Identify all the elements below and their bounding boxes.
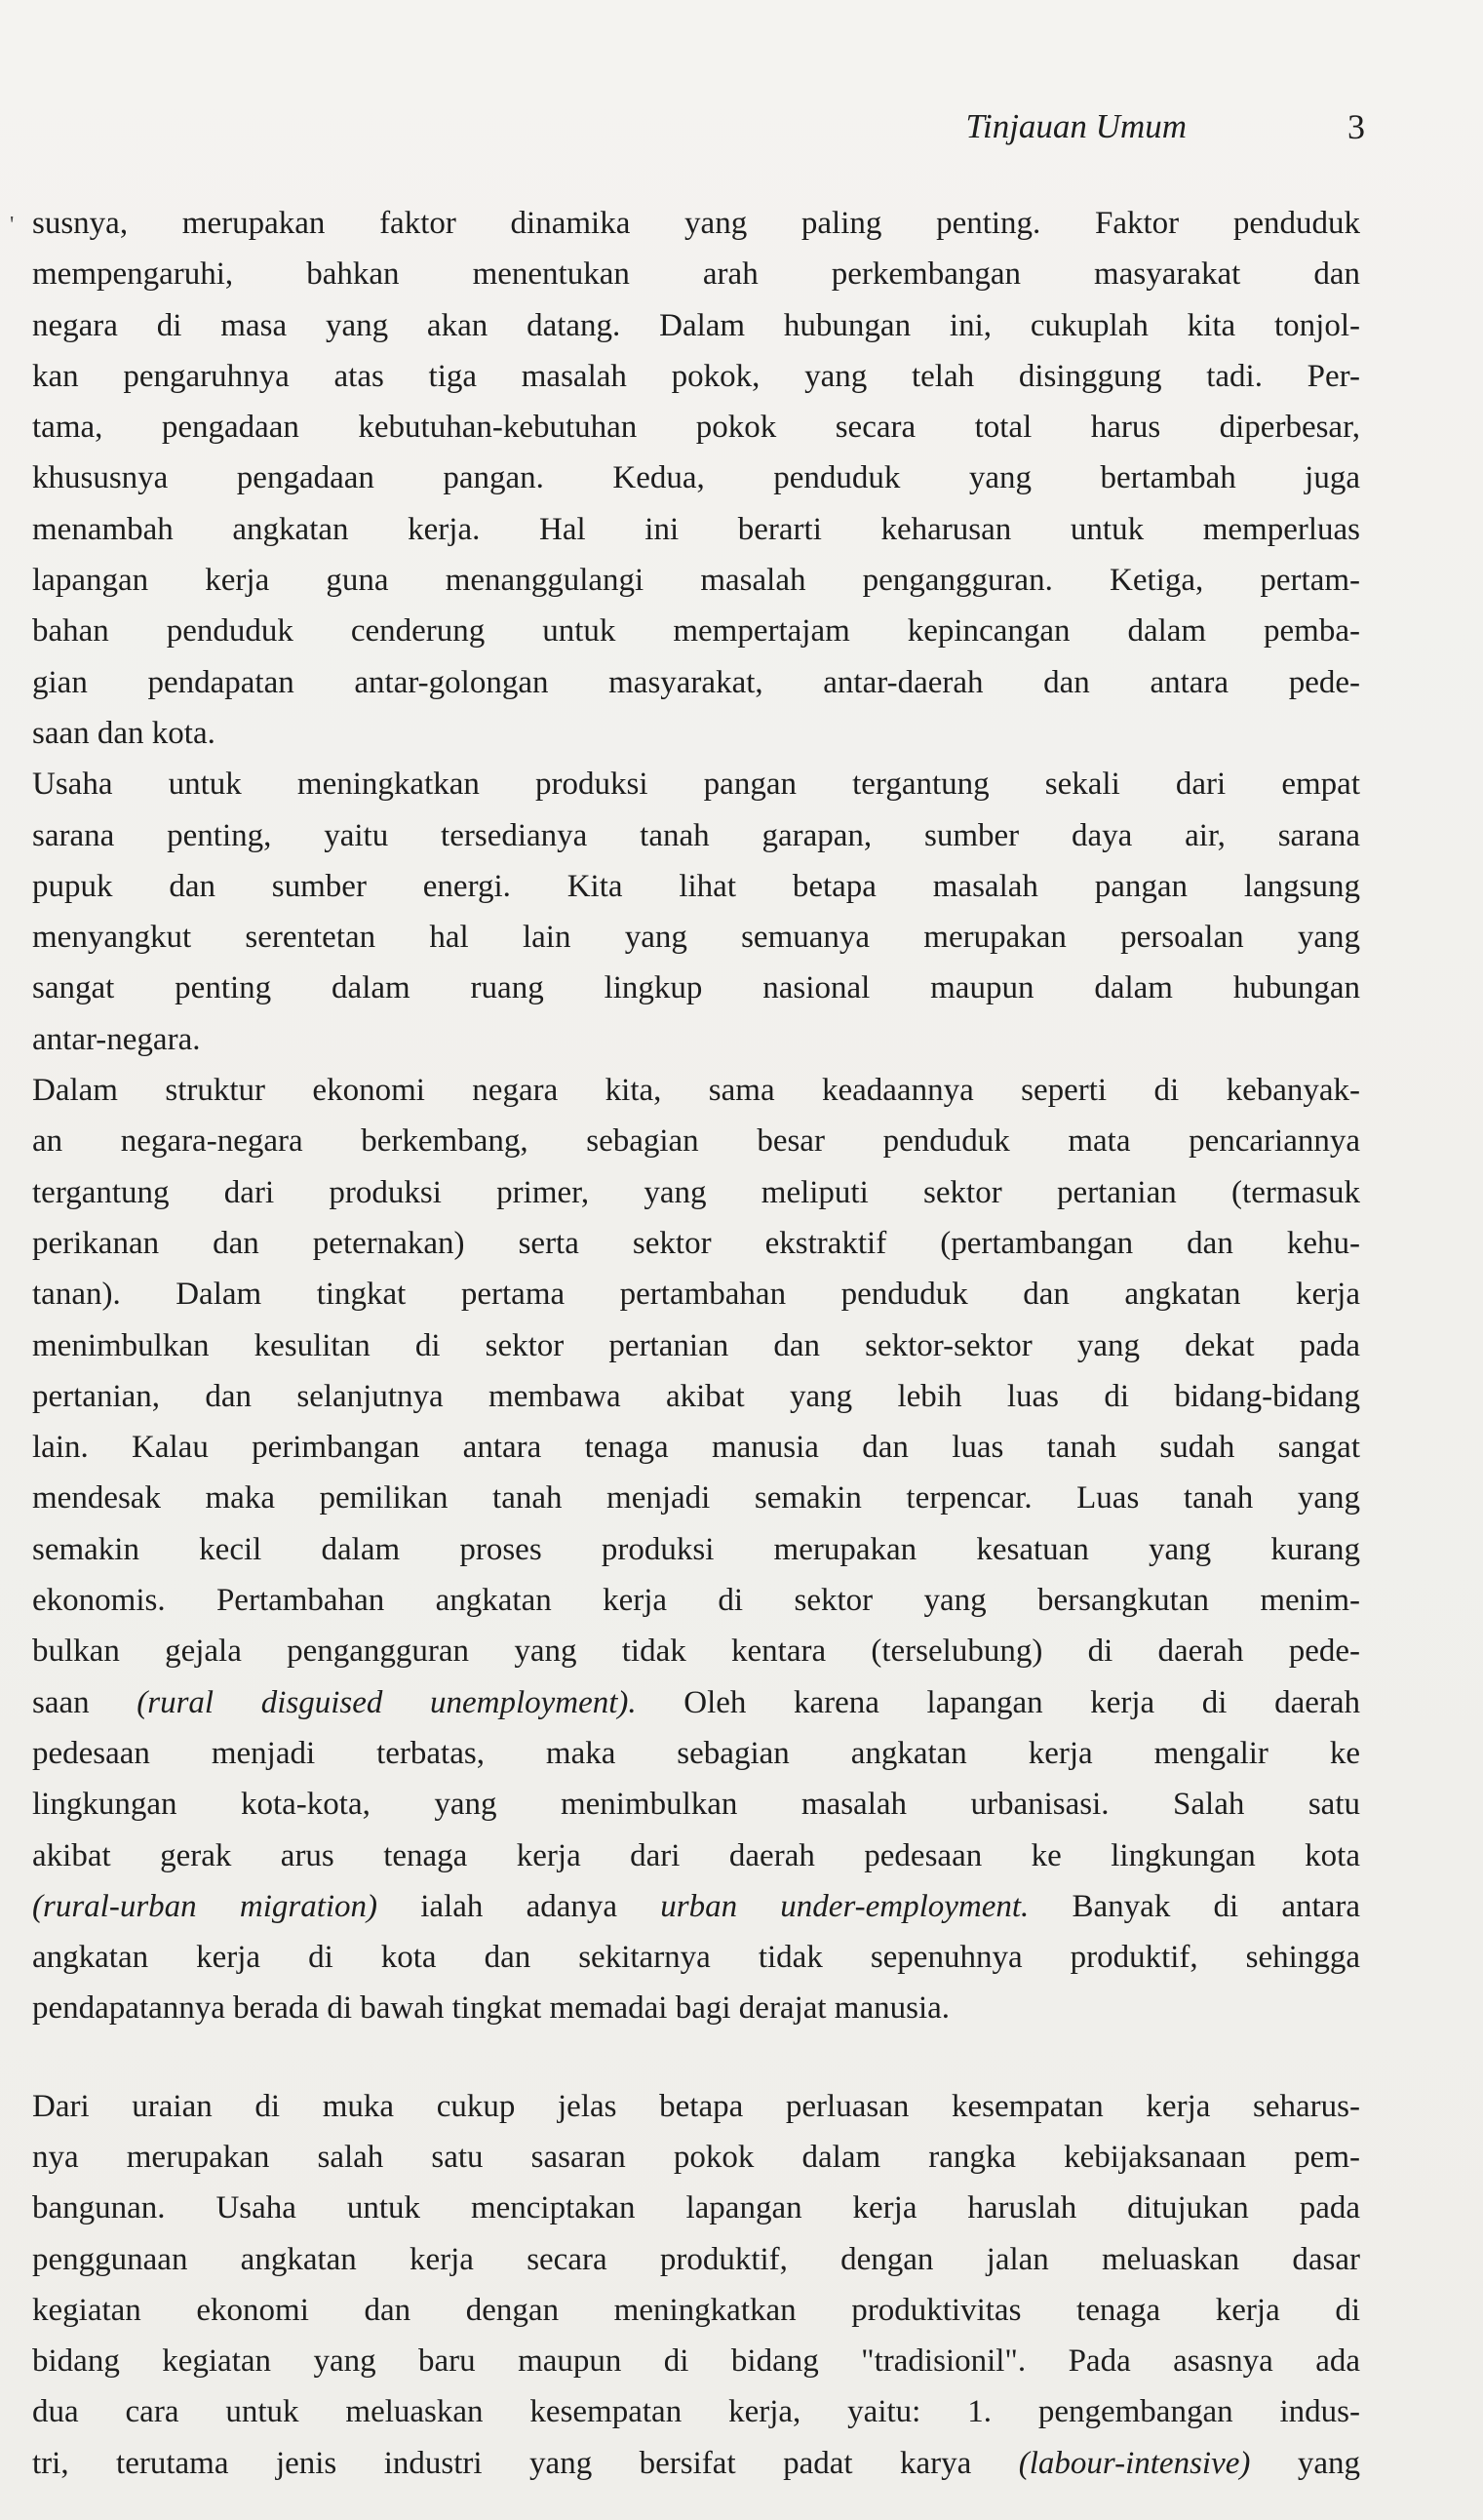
text-line-mixed: [32, 2438, 1360, 2489]
text-line: gian pendapatan antar-golongan masyarakat, antar-daerah dan antara pede-: [32, 664, 1360, 700]
text-run: ialah adanya: [377, 1888, 661, 1924]
text-run: Oleh karena lapangan kerja di daerah: [636, 1684, 1360, 1720]
text-line: lapangan kerja guna menanggulangi masalah pengangguran. Ketiga, pertam-: [32, 563, 1360, 599]
text-line-mixed: [32, 1677, 1360, 1728]
text-line: bulkan gejala pengangguran yang tidak kentara (terselubung) di daerah pede-: [32, 1634, 1360, 1670]
text-line: nya merupakan salah satu sasaran pokok dalam rangka kebijaksanaan pem-: [32, 2139, 1360, 2175]
text-line: menyangkut serentetan hal lain yang semuanya merupakan persoalan yang: [32, 920, 1360, 956]
text-run: saan: [32, 1684, 137, 1720]
text-run: tri, terutama jenis industri yang bersifat padat karya: [32, 2445, 1019, 2481]
text-line: sangat penting dalam ruang lingkup nasional maupun dalam hubungan: [32, 970, 1360, 1006]
text-line: tergantung dari produksi primer, yang meliputi sektor pertanian (termasuk: [32, 1174, 1360, 1210]
text-line: negara di masa yang akan datang. Dalam hubungan ini, cukuplah kita tonjol-: [32, 307, 1360, 343]
italic-term: (rural disguised unemployment).: [137, 1684, 637, 1720]
italic-term: urban under-employment.: [660, 1888, 1030, 1924]
text-line: bangunan. Usaha untuk menciptakan lapangan kerja haruslah ditujukan pada: [32, 2190, 1360, 2226]
text-line: mendesak maka pemilikan tanah menjadi semakin terpencar. Luas tanah yang: [32, 1480, 1360, 1516]
text-line: bidang kegiatan yang baru maupun di bidang "tradisionil". Pada asasnya ada: [32, 2343, 1360, 2380]
paragraph-2: [32, 759, 1360, 1065]
paragraph-4: [32, 2081, 1360, 2489]
text-line: mempengaruhi, bahkan menentukan arah perkembangan masyarakat dan: [32, 256, 1360, 293]
page-header: [0, 102, 1365, 151]
text-line: khususnya pengadaan pangan. Kedua, penduduk yang bertambah juga: [32, 460, 1360, 496]
text-line: lain. Kalau perimbangan antara tenaga manusia dan luas tanah sudah sangat: [32, 1430, 1360, 1466]
italic-term: (labour-intensive): [1018, 2445, 1251, 2481]
text-line: semakin kecil dalam proses produksi merupakan kesatuan yang kurang: [32, 1531, 1360, 1567]
running-title: Tinjauan Umum: [965, 107, 1187, 145]
text-line: menambah angkatan kerja. Hal ini berarti keharusan untuk memperluas: [32, 511, 1360, 547]
text-line: tanan). Dalam tingkat pertama pertambahan penduduk dan angkatan kerja: [32, 1277, 1360, 1313]
text-run: yang: [1250, 2445, 1360, 2481]
text-line: lingkungan kota-kota, yang menimbulkan masalah urbanisasi. Salah satu: [32, 1787, 1360, 1823]
text-line: pupuk dan sumber energi. Kita lihat betapa masalah pangan langsung: [32, 868, 1360, 904]
text-line: pendapatannya berada di bawah tingkat memadai bagi derajat manusia.: [32, 1990, 951, 2027]
paragraph-3: [32, 1065, 1360, 2034]
text-line: ekonomis. Pertambahan angkatan kerja di sektor yang bersangkutan menim-: [32, 1583, 1360, 1619]
page-body: [32, 198, 1360, 2489]
text-line: kan pengaruhnya atas tiga masalah pokok, yang telah disinggung tadi. Per-: [32, 358, 1360, 394]
paragraph-gap: [32, 2034, 1360, 2081]
paragraph-1: [32, 198, 1360, 759]
text-line: Dalam struktur ekonomi negara kita, sama keadaannya seperti di kebanyak-: [32, 1073, 1360, 1109]
text-line: bahan penduduk cenderung untuk mempertajam kepincangan dalam pemba-: [32, 613, 1360, 650]
text-line: pedesaan menjadi terbatas, maka sebagian angkatan kerja mengalir ke: [32, 1735, 1360, 1771]
text-line: antar-negara.: [32, 1021, 201, 1057]
text-line: sarana penting, yaitu tersedianya tanah garapan, sumber daya air, sarana: [32, 817, 1360, 853]
text-line: angkatan kerja di kota dan sekitarnya tidak sepenuhnya produktif, sehingga: [32, 1940, 1360, 1976]
text-line: Dari uraian di muka cukup jelas betapa perluasan kesempatan kerja seharus-: [32, 2088, 1360, 2124]
text-line: an negara-negara berkembang, sebagian besar penduduk mata pencariannya: [32, 1123, 1360, 1160]
text-line: penggunaan angkatan kerja secara produktif, dengan jalan meluaskan dasar: [32, 2241, 1360, 2277]
text-line: saan dan kota.: [32, 715, 215, 751]
italic-term: (rural-urban migration): [32, 1888, 378, 1924]
text-line-mixed: [32, 1881, 1360, 1932]
text-line: pertanian, dan selanjutnya membawa akibat yang lebih luas di bidang-bidang: [32, 1378, 1360, 1414]
page-number: 3: [1347, 107, 1365, 146]
text-line: menimbulkan kesulitan di sektor pertanian dan sektor-sektor yang dekat pada: [32, 1327, 1360, 1363]
text-line: akibat gerak arus tenaga kerja dari daerah pedesaan ke lingkungan kota: [32, 1837, 1360, 1873]
text-line: perikanan dan peternakan) serta sektor ekstraktif (pertambangan dan kehu-: [32, 1225, 1360, 1261]
text-line: dua cara untuk meluaskan kesempatan kerja, yaitu: 1. pengembangan indus-: [32, 2394, 1360, 2430]
margin-mark: ': [10, 213, 15, 238]
text-line: Usaha untuk meningkatkan produksi pangan tergantung sekali dari empat: [32, 767, 1360, 803]
text-line: tama, pengadaan kebutuhan-kebutuhan pokok secara total harus diperbesar,: [32, 410, 1360, 446]
text-line: susnya, merupakan faktor dinamika yang paling penting. Faktor penduduk: [32, 206, 1360, 241]
text-run: Banyak di antara: [1029, 1888, 1360, 1924]
text-line: kegiatan ekonomi dan dengan meningkatkan produktivitas tenaga kerja di: [32, 2292, 1360, 2328]
